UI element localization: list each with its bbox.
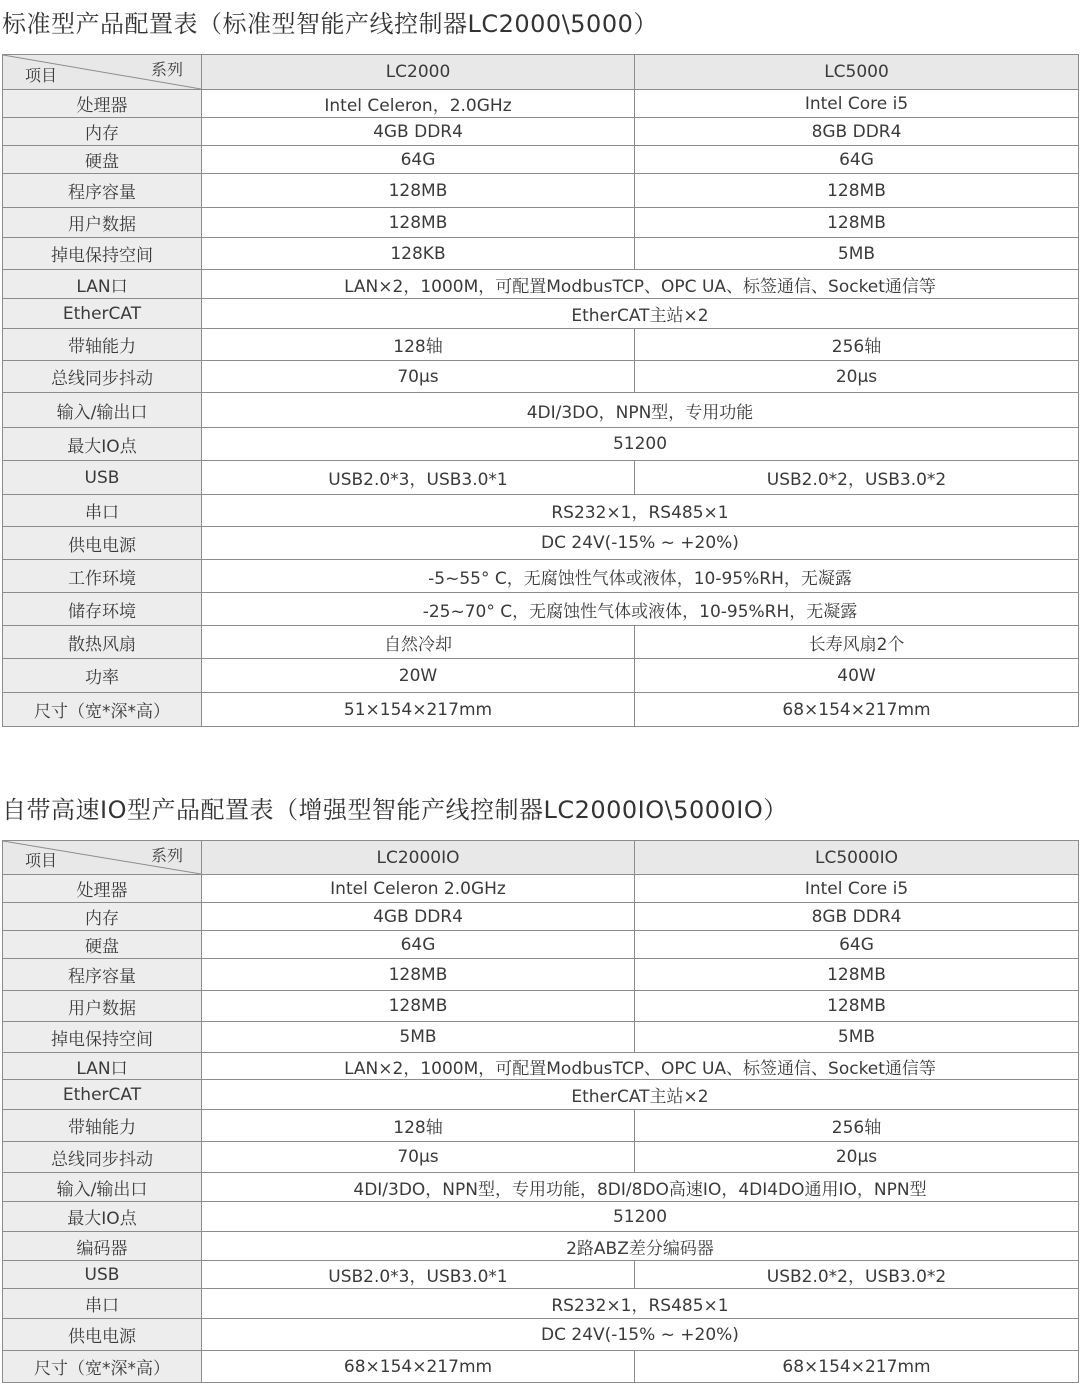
row-label: 最大IO点 bbox=[3, 1202, 202, 1232]
value-cell: 20μs bbox=[635, 361, 1079, 393]
section-title-standard: 标准型产品配置表（标准型智能产线控制器LC2000\5000） bbox=[2, 10, 658, 38]
table-row bbox=[3, 1202, 1079, 1232]
table-row bbox=[3, 959, 1079, 991]
row-label: 串口 bbox=[3, 495, 202, 527]
row-label: 处理器 bbox=[3, 875, 202, 903]
value-cell: 8GB DDR4 bbox=[635, 903, 1079, 931]
value-cell: Intel Core i5 bbox=[635, 90, 1079, 118]
spanned-value-cell: 51200 bbox=[202, 428, 1079, 461]
spanned-value-cell: -25~70° C，无腐蚀性气体或液体，10-95%RH，无凝露 bbox=[202, 593, 1079, 626]
table-row bbox=[3, 393, 1079, 428]
row-label: 内存 bbox=[3, 903, 202, 931]
table-row bbox=[3, 693, 1079, 727]
table-row bbox=[3, 527, 1079, 560]
value-cell: 64G bbox=[635, 146, 1079, 174]
value-cell: 68×154×217mm bbox=[202, 1351, 635, 1383]
value-cell: 长寿风扇2个 bbox=[635, 626, 1079, 659]
row-label: 程序容量 bbox=[3, 959, 202, 991]
table-row bbox=[3, 931, 1079, 959]
spanned-value-cell: LAN×2，1000M，可配置ModbusTCP、OPC UA、标签通信、Socket通信等 bbox=[202, 270, 1079, 299]
table-row bbox=[3, 875, 1079, 903]
value-cell: 70μs bbox=[202, 1142, 635, 1173]
table-header-row bbox=[3, 55, 1079, 90]
spec-table-standard bbox=[2, 54, 1079, 727]
value-cell: USB2.0*3，USB3.0*1 bbox=[202, 461, 635, 495]
value-cell: 4GB DDR4 bbox=[202, 118, 635, 146]
value-cell: 8GB DDR4 bbox=[635, 118, 1079, 146]
table-row bbox=[3, 1022, 1079, 1053]
table-row bbox=[3, 1319, 1079, 1351]
header-series-label: 系列 bbox=[150, 60, 183, 79]
value-cell: 128MB bbox=[635, 991, 1079, 1022]
row-label: 功率 bbox=[3, 659, 202, 693]
row-label: 处理器 bbox=[3, 90, 202, 118]
row-label: EtherCAT bbox=[3, 299, 202, 329]
row-label: 总线同步抖动 bbox=[3, 1142, 202, 1173]
table-row bbox=[3, 299, 1079, 329]
row-label: 用户数据 bbox=[3, 208, 202, 238]
table-row bbox=[3, 1110, 1079, 1142]
value-cell: USB2.0*2，USB3.0*2 bbox=[635, 461, 1079, 495]
row-label: 掉电保持空间 bbox=[3, 238, 202, 270]
value-cell: USB2.0*2，USB3.0*2 bbox=[635, 1261, 1079, 1289]
value-cell: 128MB bbox=[202, 174, 635, 208]
spanned-value-cell: RS232×1，RS485×1 bbox=[202, 1289, 1079, 1319]
row-label: 带轴能力 bbox=[3, 329, 202, 361]
value-cell: 70μs bbox=[202, 361, 635, 393]
row-label: 尺寸（宽*深*高） bbox=[3, 1351, 202, 1383]
row-label: 输入/输出口 bbox=[3, 393, 202, 428]
spanned-value-cell: DC 24V(-15% ~ +20%) bbox=[202, 1319, 1079, 1351]
table-row bbox=[3, 461, 1079, 495]
value-cell: 4GB DDR4 bbox=[202, 903, 635, 931]
spanned-value-cell: EtherCAT主站×2 bbox=[202, 299, 1079, 329]
spanned-value-cell: 4DI/3DO，NPN型，专用功能 bbox=[202, 393, 1079, 428]
spec-table-enhanced bbox=[2, 840, 1079, 1383]
table-row bbox=[3, 560, 1079, 593]
value-cell: 40W bbox=[635, 659, 1079, 693]
table-row bbox=[3, 361, 1079, 393]
row-label: 储存环境 bbox=[3, 593, 202, 626]
table-row bbox=[3, 991, 1079, 1022]
header-series-label: 系列 bbox=[150, 846, 183, 865]
value-cell: 5MB bbox=[635, 1022, 1079, 1053]
table-row bbox=[3, 626, 1079, 659]
value-cell: 自然冷却 bbox=[202, 626, 635, 659]
value-cell: Intel Celeron，2.0GHz bbox=[202, 90, 635, 118]
column-header-model: LC2000 bbox=[202, 55, 635, 90]
row-label: 最大IO点 bbox=[3, 428, 202, 461]
header-item-label: 项目 bbox=[25, 66, 58, 85]
spanned-value-cell: RS232×1，RS485×1 bbox=[202, 495, 1079, 527]
table-row bbox=[3, 90, 1079, 118]
value-cell: 64G bbox=[202, 931, 635, 959]
spanned-value-cell: DC 24V(-15% ~ +20%) bbox=[202, 527, 1079, 560]
table-row bbox=[3, 659, 1079, 693]
table-header-row bbox=[3, 841, 1079, 875]
table-row bbox=[3, 118, 1079, 146]
value-cell: 128MB bbox=[635, 174, 1079, 208]
table-row bbox=[3, 208, 1079, 238]
table-row bbox=[3, 174, 1079, 208]
value-cell: 64G bbox=[202, 146, 635, 174]
spanned-value-cell: 51200 bbox=[202, 1202, 1079, 1232]
table-row bbox=[3, 1142, 1079, 1173]
row-label: 输入/输出口 bbox=[3, 1173, 202, 1202]
value-cell: 128MB bbox=[202, 991, 635, 1022]
table-row bbox=[3, 428, 1079, 461]
value-cell: 20W bbox=[202, 659, 635, 693]
row-label: 供电电源 bbox=[3, 527, 202, 560]
column-header-model: LC5000IO bbox=[635, 841, 1079, 875]
table-row bbox=[3, 238, 1079, 270]
header-item-label: 项目 bbox=[25, 851, 58, 870]
row-label: USB bbox=[3, 1261, 202, 1289]
table-row bbox=[3, 1053, 1079, 1080]
value-cell: 5MB bbox=[635, 238, 1079, 270]
row-label: 程序容量 bbox=[3, 174, 202, 208]
column-header-model: LC2000IO bbox=[202, 841, 635, 875]
table-row bbox=[3, 593, 1079, 626]
value-cell: 68×154×217mm bbox=[635, 693, 1079, 727]
spanned-value-cell: 4DI/3DO，NPN型，专用功能，8DI/8DO高速IO，4DI4DO通用IO，NPN型 bbox=[202, 1173, 1079, 1202]
header-corner-cell bbox=[3, 841, 202, 875]
column-header-model: LC5000 bbox=[635, 55, 1079, 90]
table-row bbox=[3, 270, 1079, 299]
header-corner-cell bbox=[3, 55, 202, 90]
spanned-value-cell: 2路ABZ差分编码器 bbox=[202, 1232, 1079, 1261]
table-row bbox=[3, 146, 1079, 174]
spanned-value-cell: LAN×2，1000M，可配置ModbusTCP、OPC UA、标签通信、Socket通信等 bbox=[202, 1053, 1079, 1080]
row-label: 工作环境 bbox=[3, 560, 202, 593]
row-label: 编码器 bbox=[3, 1232, 202, 1261]
row-label: 用户数据 bbox=[3, 991, 202, 1022]
value-cell: USB2.0*3，USB3.0*1 bbox=[202, 1261, 635, 1289]
value-cell: 51×154×217mm bbox=[202, 693, 635, 727]
value-cell: 128轴 bbox=[202, 1110, 635, 1142]
section-title-enhanced: 自带高速IO型产品配置表（增强型智能产线控制器LC2000IO\5000IO） bbox=[2, 796, 788, 824]
value-cell: 68×154×217mm bbox=[635, 1351, 1079, 1383]
table-row bbox=[3, 903, 1079, 931]
row-label: 带轴能力 bbox=[3, 1110, 202, 1142]
table-row bbox=[3, 1232, 1079, 1261]
table-row bbox=[3, 1080, 1079, 1110]
value-cell: 128KB bbox=[202, 238, 635, 270]
value-cell: 256轴 bbox=[635, 329, 1079, 361]
row-label: 散热风扇 bbox=[3, 626, 202, 659]
value-cell: 128MB bbox=[202, 959, 635, 991]
table-row bbox=[3, 495, 1079, 527]
row-label: 硬盘 bbox=[3, 931, 202, 959]
value-cell: 256轴 bbox=[635, 1110, 1079, 1142]
value-cell: Intel Core i5 bbox=[635, 875, 1079, 903]
row-label: 掉电保持空间 bbox=[3, 1022, 202, 1053]
spanned-value-cell: EtherCAT主站×2 bbox=[202, 1080, 1079, 1110]
row-label: USB bbox=[3, 461, 202, 495]
value-cell: 128MB bbox=[635, 959, 1079, 991]
value-cell: Intel Celeron 2.0GHz bbox=[202, 875, 635, 903]
table-row bbox=[3, 1261, 1079, 1289]
value-cell: 128MB bbox=[635, 208, 1079, 238]
table-row bbox=[3, 1173, 1079, 1202]
value-cell: 20μs bbox=[635, 1142, 1079, 1173]
row-label: LAN口 bbox=[3, 270, 202, 299]
row-label: 供电电源 bbox=[3, 1319, 202, 1351]
row-label: 内存 bbox=[3, 118, 202, 146]
table-row bbox=[3, 1351, 1079, 1383]
value-cell: 5MB bbox=[202, 1022, 635, 1053]
row-label: 硬盘 bbox=[3, 146, 202, 174]
table-row bbox=[3, 329, 1079, 361]
value-cell: 64G bbox=[635, 931, 1079, 959]
row-label: 串口 bbox=[3, 1289, 202, 1319]
row-label: 尺寸（宽*深*高） bbox=[3, 693, 202, 727]
row-label: 总线同步抖动 bbox=[3, 361, 202, 393]
row-label: EtherCAT bbox=[3, 1080, 202, 1110]
row-label: LAN口 bbox=[3, 1053, 202, 1080]
value-cell: 128轴 bbox=[202, 329, 635, 361]
table-row bbox=[3, 1289, 1079, 1319]
value-cell: 128MB bbox=[202, 208, 635, 238]
spanned-value-cell: -5~55° C，无腐蚀性气体或液体，10-95%RH，无凝露 bbox=[202, 560, 1079, 593]
